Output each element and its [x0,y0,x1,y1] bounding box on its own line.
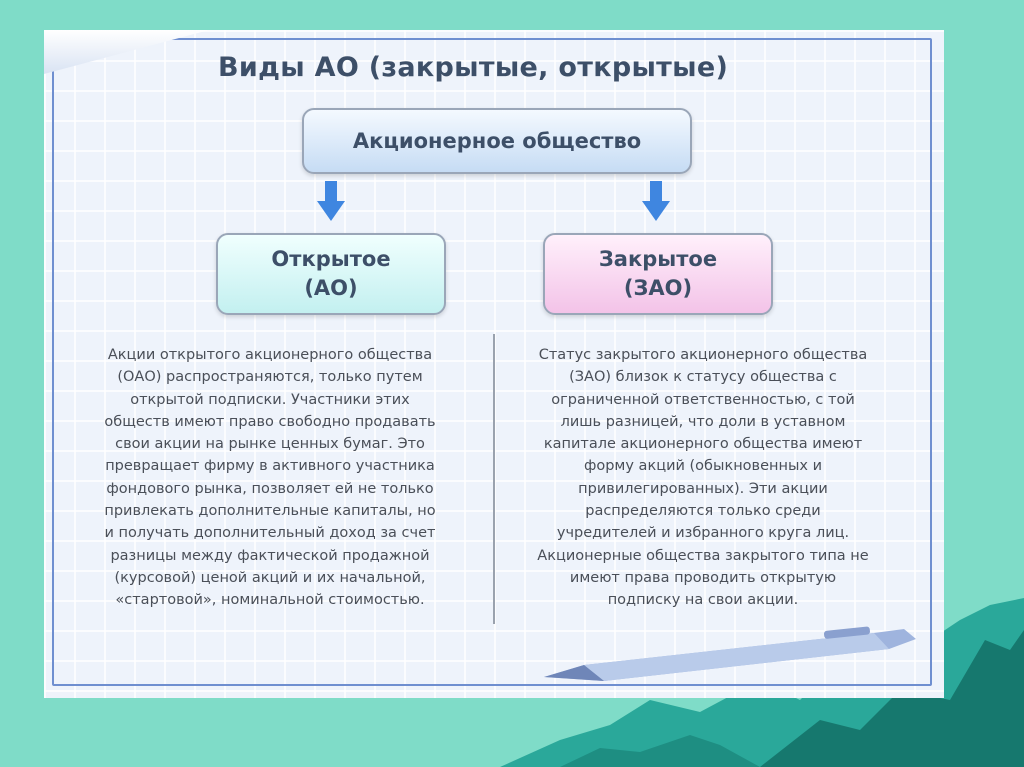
slide-panel [44,30,944,698]
column-divider [493,334,495,624]
closed-company-label: Закрытое (ЗАО) [598,247,718,300]
slide-title: Виды АО (закрытые, открытые) [218,52,729,83]
closed-company-box [543,233,773,315]
pen-icon [544,615,944,695]
joint-stock-company-box: Акционерное общество [302,108,692,174]
open-company-description: Акции открытого акционерного общества (ОАО) распространяются, только путем открытой подписки. Участники этих обществ имеют право свободно продавать свои акции на рынке ценных бумаг. Это превращает фирму в активного участника фондового рынка, позволяет ей не только привлекать дополнительные капиталы, но и получать дополнительный доход за счет разницы между фактической продажной (курсовой) ценой акций и их начальной, «стартовой», номинальной стоимостью. [104,347,436,609]
arrow-down-icon-left [316,181,346,223]
arrow-down-icon-right [641,181,671,223]
open-company-box [216,233,446,315]
closed-company-description: Статус закрытого акционерного общества (ЗАО) близок к статусу общества с ограниченной ответственностью, с той лишь разницей, что доли в уставном капитале акционерного общества имеют форму акций (обыкновенных и привилегированных). Эти акции распределяются только среди учредителей и избранного круга лиц. Акционерные общества закрытого типа не имеют права проводить открытую подписку на свои акции. [537,347,869,609]
open-company-label: Открытое (АО) [271,247,391,300]
